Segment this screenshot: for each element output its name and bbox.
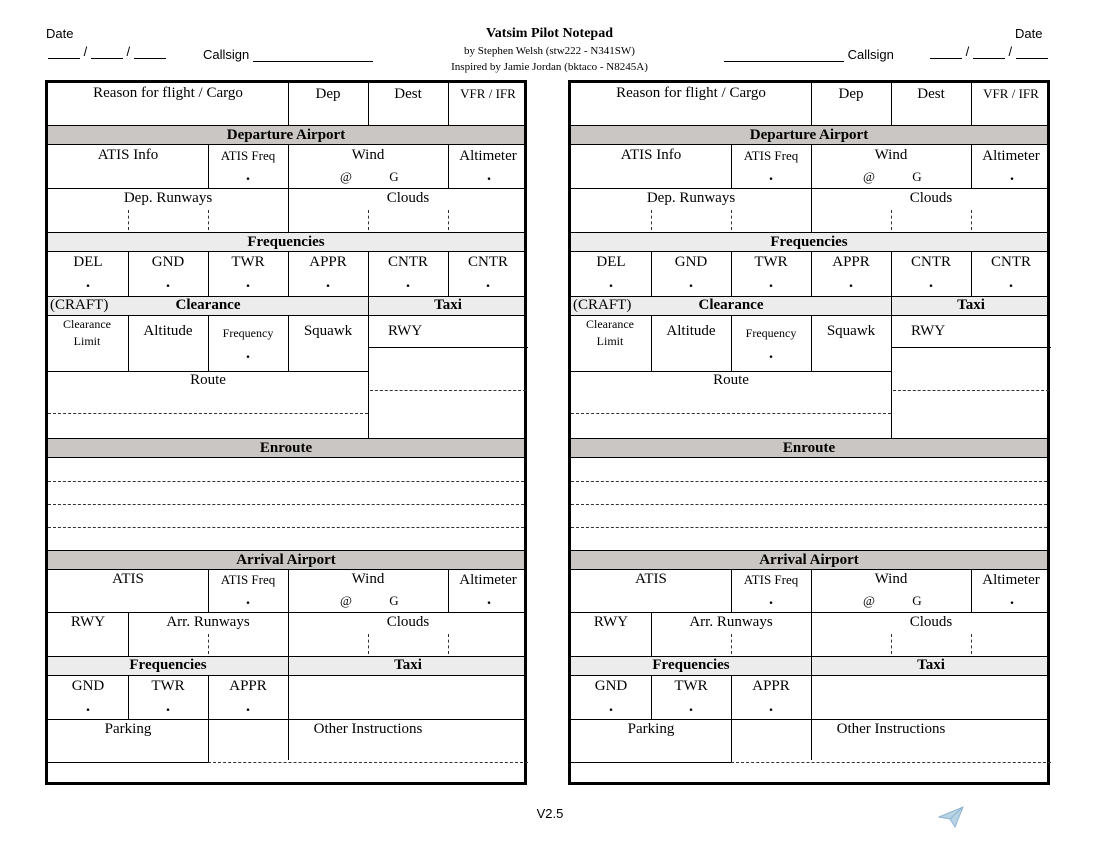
arrival-taxi-label: Taxi (394, 657, 422, 673)
arrival-rwy-label: RWY (593, 614, 629, 630)
callsign-field-left[interactable]: Callsign (203, 47, 373, 62)
atis-info-label: ATIS Info (620, 147, 682, 163)
gnd-label: GND (151, 254, 185, 270)
arrival-airport-header: Arrival Airport (571, 550, 1047, 570)
panel-body: Reason for flight / Cargo Dep Dest VFR / IFR Departure Airport ATIS Info ATIS Freq . Wind @ G Altimeter . Dep. Runways Clouds Frequencies DEL GND TWR APPR CNTR CNTR . . . . . . (CRAFT) Clearance Taxi Clearance Limit Altitude Frequency . Squawk RWY Route Enroute Arrival Airport ATIS ATIS Freq . Wind @ G Altimeter . RWY Arr. Runways Clouds Frequencies Taxi GND TWR APPR . . . Parking Other Instructions (48, 83, 524, 782)
arrival-frequencies-label: Frequencies (652, 657, 730, 673)
departure-airport-header: Departure Airport (571, 125, 1047, 145)
callsign-field-right[interactable]: Callsign (724, 47, 894, 62)
arrival-twr-label: TWR (674, 678, 708, 694)
clearance-limit-label: Clearance (63, 317, 111, 331)
reason-label: Reason for flight / Cargo (616, 85, 766, 101)
arrival-altimeter-label: Altimeter (982, 572, 1040, 588)
arrival-airport-header: Arrival Airport (48, 550, 524, 570)
taxi-label: Taxi (434, 297, 462, 313)
clearance-label: Clearance (698, 297, 764, 313)
arrival-wind-label: Wind (351, 571, 385, 587)
date-field-left[interactable]: / / (48, 44, 166, 59)
arrival-rwy-label: RWY (70, 614, 106, 630)
del-label: DEL (73, 254, 103, 270)
inspired-by: Inspired by Jamie Jordan (bktaco - N8245A) (451, 61, 648, 73)
cntr-label-2: CNTR (990, 254, 1031, 270)
other-instructions-label: Other Instructions (836, 721, 946, 737)
page-title: Vatsim Pilot Notepad (485, 26, 614, 41)
vfr-ifr-label: VFR / IFR (983, 86, 1039, 101)
clouds-label: Clouds (386, 190, 430, 206)
version-label: V2.5 (536, 806, 564, 821)
taxi-label: Taxi (957, 297, 985, 313)
arrival-appr-label: APPR (229, 678, 267, 694)
date-label-left: Date (46, 26, 74, 41)
dest-label: Dest (394, 86, 422, 102)
clearance-limit-label: Clearance (586, 317, 634, 331)
dep-runways-label: Dep. Runways (646, 190, 736, 206)
wind-at: @ (863, 169, 875, 184)
altitude-label: Altitude (143, 323, 193, 339)
dest-label: Dest (917, 86, 945, 102)
craft-label: (CRAFT) (573, 297, 632, 313)
taxi-rwy-label: RWY (388, 323, 423, 339)
clearance-label: Clearance (175, 297, 241, 313)
parking-label: Parking (627, 721, 675, 737)
appr-label: APPR (309, 254, 347, 270)
gnd-label: GND (674, 254, 708, 270)
vfr-ifr-label: VFR / IFR (460, 86, 516, 101)
clearance-limit-label-2: Limit (596, 334, 624, 348)
frequency-label: Frequency (222, 326, 274, 340)
notepad-panel-left (45, 80, 527, 785)
dep-label: Dep (315, 86, 341, 102)
arrival-gnd-label: GND (594, 678, 628, 694)
cntr-label: CNTR (910, 254, 951, 270)
departure-airport-header: Departure Airport (48, 125, 524, 145)
other-instructions-label: Other Instructions (313, 721, 423, 737)
altimeter-label: Altimeter (459, 148, 517, 164)
wind-label: Wind (874, 147, 908, 163)
arr-runways-label: Arr. Runways (166, 614, 250, 630)
altimeter-label: Altimeter (982, 148, 1040, 164)
atis-freq-label: ATIS Freq (743, 148, 799, 163)
arrival-taxi-label: Taxi (917, 657, 945, 673)
wind-gust: G (389, 169, 399, 184)
twr-label: TWR (754, 254, 788, 270)
notepad-panel-right (568, 80, 1050, 785)
reason-label: Reason for flight / Cargo (93, 85, 243, 101)
enroute-header: Enroute (571, 438, 1047, 458)
arr-runways-label: Arr. Runways (689, 614, 773, 630)
altitude-label: Altitude (666, 323, 716, 339)
enroute-header: Enroute (48, 438, 524, 458)
arrival-gnd-label: GND (71, 678, 105, 694)
byline: by Stephen Welsh (stw222 - N341SW) (464, 45, 635, 57)
del-label: DEL (596, 254, 626, 270)
paper-plane-icon (938, 806, 964, 828)
appr-label: APPR (832, 254, 870, 270)
arrival-clouds-label: Clouds (386, 614, 430, 630)
route-label: Route (190, 372, 226, 388)
frequencies-header: Frequencies (48, 232, 524, 252)
arrival-atis-freq-label: ATIS Freq (220, 572, 276, 587)
arrival-clouds-label: Clouds (909, 614, 953, 630)
route-label: Route (713, 372, 749, 388)
arrival-appr-label: APPR (752, 678, 790, 694)
arrival-atis-label: ATIS (635, 571, 667, 587)
arrival-frequencies-label: Frequencies (129, 657, 207, 673)
arrival-altimeter-label: Altimeter (459, 572, 517, 588)
dep-runways-label: Dep. Runways (123, 190, 213, 206)
craft-label: (CRAFT) (50, 297, 109, 313)
dep-label: Dep (838, 86, 864, 102)
frequencies-header: Frequencies (571, 232, 1047, 252)
twr-label: TWR (231, 254, 265, 270)
squawk-label: Squawk (826, 323, 876, 339)
clouds-label: Clouds (909, 190, 953, 206)
wind-gust: G (912, 169, 922, 184)
taxi-rwy-label: RWY (911, 323, 946, 339)
date-field-right[interactable]: / / (930, 44, 1048, 59)
clearance-limit-label-2: Limit (73, 334, 101, 348)
wind-at: @ (340, 169, 352, 184)
panel-body: Reason for flight / Cargo Dep Dest VFR / IFR Departure Airport ATIS Info ATIS Freq . Wind @ G Altimeter . Dep. Runways Clouds Frequencies DEL GND TWR APPR CNTR CNTR . . . . . . (CRAFT) Clearance Taxi Clearance Limit Altitude Frequency . Squawk RWY Route Enroute Arrival Airport ATIS ATIS Freq . Wind @ G Altimeter . RWY Arr. Runways Clouds Frequencies Taxi GND TWR APPR . . . Parking Other Instructions (571, 83, 1047, 782)
atis-info-label: ATIS Info (97, 147, 159, 163)
date-label-right: Date (1015, 26, 1043, 41)
arrival-atis-freq-label: ATIS Freq (743, 572, 799, 587)
cntr-label-2: CNTR (467, 254, 508, 270)
cntr-label: CNTR (387, 254, 428, 270)
squawk-label: Squawk (303, 323, 353, 339)
parking-label: Parking (104, 721, 152, 737)
atis-freq-label: ATIS Freq (220, 148, 276, 163)
arrival-twr-label: TWR (151, 678, 185, 694)
frequency-label: Frequency (745, 326, 797, 340)
wind-label: Wind (351, 147, 385, 163)
arrival-atis-label: ATIS (112, 571, 144, 587)
arrival-wind-label: Wind (874, 571, 908, 587)
